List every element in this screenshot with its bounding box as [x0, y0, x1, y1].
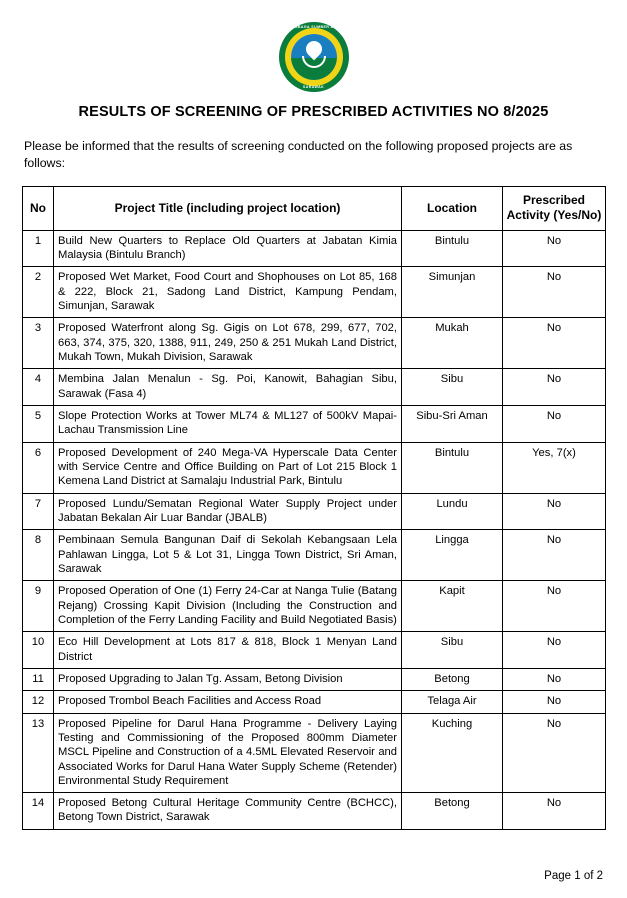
- logo-container: [22, 22, 605, 92]
- cell-location: Mukah: [402, 318, 503, 369]
- cell-no: 14: [23, 793, 54, 830]
- cell-project-title: Pembinaan Semula Bangunan Daif di Sekolah Kebangsaan Lela Pahlawan Lingga, Lot 5 & Lot 31, Lingga Town District, Sri Aman, Sarawak: [54, 530, 402, 581]
- cell-project-title: Proposed Operation of One (1) Ferry 24-Car at Nanga Tulie (Batang Rejang) Crossing Kapit Division (Including the Construction and Completion of the Ferry Landing Facility and Build Negotiated Basis): [54, 581, 402, 632]
- column-header-project-title: Project Title (including project location): [54, 186, 402, 230]
- cell-project-title: Proposed Betong Cultural Heritage Community Centre (BCHCC), Betong Town District, Sarawak: [54, 793, 402, 830]
- agency-logo-icon: [275, 22, 353, 92]
- table-row: [23, 493, 606, 530]
- cell-no: 10: [23, 632, 54, 669]
- cell-location: Lingga: [402, 530, 503, 581]
- cell-location: Bintulu: [402, 442, 503, 493]
- cell-no: 6: [23, 442, 54, 493]
- column-header-no: No: [23, 186, 54, 230]
- cell-no: 11: [23, 668, 54, 690]
- column-header-prescribed-activity: Prescribed Activity (Yes/No): [503, 186, 606, 230]
- table-row: [23, 442, 606, 493]
- table-row: [23, 530, 606, 581]
- cell-no: 8: [23, 530, 54, 581]
- cell-no: 12: [23, 691, 54, 713]
- cell-prescribed-activity: No: [503, 230, 606, 267]
- table-body: [23, 230, 606, 829]
- cell-prescribed-activity: No: [503, 369, 606, 406]
- table-row: [23, 369, 606, 406]
- cell-project-title: Proposed Upgrading to Jalan Tg. Assam, Betong Division: [54, 668, 402, 690]
- cell-prescribed-activity: No: [503, 318, 606, 369]
- cell-prescribed-activity: No: [503, 405, 606, 442]
- cell-location: Lundu: [402, 493, 503, 530]
- cell-location: Betong: [402, 668, 503, 690]
- page-footer: Page 1 of 2: [544, 870, 603, 882]
- cell-project-title: Proposed Development of 240 Mega-VA Hyperscale Data Center with Service Centre and Office Building on Part of Lot 215 Block 1 Kemena Land District at Samalaju Industrial Park, Bintulu: [54, 442, 402, 493]
- cell-prescribed-activity: No: [503, 713, 606, 793]
- cell-no: 5: [23, 405, 54, 442]
- cell-project-title: Proposed Wet Market, Food Court and Shophouses on Lot 85, 168 & 222, Block 21, Sadong Land District, Kampung Pendam, Simunjan, Sarawak: [54, 267, 402, 318]
- cell-location: Kuching: [402, 713, 503, 793]
- cell-no: 4: [23, 369, 54, 406]
- intro-paragraph: Please be informed that the results of screening conducted on the following proposed projects are as follows:: [24, 139, 573, 170]
- cell-project-title: Proposed Trombol Beach Facilities and Access Road: [54, 691, 402, 713]
- cell-location: Sibu: [402, 369, 503, 406]
- logo-text-top: LEMBAGA SUMBER AIR: [289, 25, 338, 29]
- cell-project-title: Slope Protection Works at Tower ML74 & ML127 of 500kV Mapai-Lachau Transmission Line: [54, 405, 402, 442]
- cell-project-title: Proposed Pipeline for Darul Hana Programme - Delivery Laying Testing and Commissioning of the Proposed 800mm Diameter MSCL Pipeline and Construction of a 4.5ML Elevated Reservoir and Associated Works for Darul Hana Water Supply Scheme (Retender) Environmental Study Requirement: [54, 713, 402, 793]
- screening-results-table: [22, 186, 606, 830]
- cell-prescribed-activity: No: [503, 691, 606, 713]
- cell-prescribed-activity: Yes, 7(x): [503, 442, 606, 493]
- cell-prescribed-activity: No: [503, 267, 606, 318]
- cell-project-title: Membina Jalan Menalun - Sg. Poi, Kanowit, Bahagian Sibu, Sarawak (Fasa 4): [54, 369, 402, 406]
- cell-no: 1: [23, 230, 54, 267]
- cell-location: Betong: [402, 793, 503, 830]
- table-row: [23, 632, 606, 669]
- table-row: [23, 267, 606, 318]
- column-header-location: Location: [402, 186, 503, 230]
- logo-text-bottom: SARAWAK: [302, 85, 325, 89]
- cell-prescribed-activity: No: [503, 530, 606, 581]
- table-row: [23, 793, 606, 830]
- table-row: [23, 405, 606, 442]
- cell-location: Simunjan: [402, 267, 503, 318]
- table-row: [23, 581, 606, 632]
- cell-location: Bintulu: [402, 230, 503, 267]
- table-row: [23, 318, 606, 369]
- cell-prescribed-activity: No: [503, 668, 606, 690]
- table-row: [23, 691, 606, 713]
- logo-emblem: [291, 34, 337, 80]
- table-row: [23, 713, 606, 793]
- table-row: [23, 668, 606, 690]
- cell-project-title: Build New Quarters to Replace Old Quarters at Jabatan Kimia Malaysia (Bintulu Branch): [54, 230, 402, 267]
- cell-no: 3: [23, 318, 54, 369]
- table-header-row: [23, 186, 606, 230]
- cell-project-title: Proposed Waterfront along Sg. Gigis on Lot 678, 299, 677, 702, 663, 374, 375, 320, 1388, 911, 249, 250 & 251 Mukah Land District, Mukah Town, Mukah Division, Sarawak: [54, 318, 402, 369]
- cell-location: Sibu-Sri Aman: [402, 405, 503, 442]
- cell-project-title: Eco Hill Development at Lots 817 & 818, Block 1 Menyan Land District: [54, 632, 402, 669]
- cell-no: 7: [23, 493, 54, 530]
- cell-project-title: Proposed Lundu/Sematan Regional Water Supply Project under Jabatan Bekalan Air Luar Bandar (JBALB): [54, 493, 402, 530]
- cell-location: Sibu: [402, 632, 503, 669]
- table-row: [23, 230, 606, 267]
- cell-prescribed-activity: No: [503, 493, 606, 530]
- cell-location: Telaga Air: [402, 691, 503, 713]
- cell-no: 13: [23, 713, 54, 793]
- page-title: RESULTS OF SCREENING OF PRESCRIBED ACTIVITIES NO 8/2025: [78, 104, 549, 120]
- cell-location: Kapit: [402, 581, 503, 632]
- cell-prescribed-activity: No: [503, 793, 606, 830]
- cell-no: 9: [23, 581, 54, 632]
- cell-prescribed-activity: No: [503, 632, 606, 669]
- cell-prescribed-activity: No: [503, 581, 606, 632]
- cell-no: 2: [23, 267, 54, 318]
